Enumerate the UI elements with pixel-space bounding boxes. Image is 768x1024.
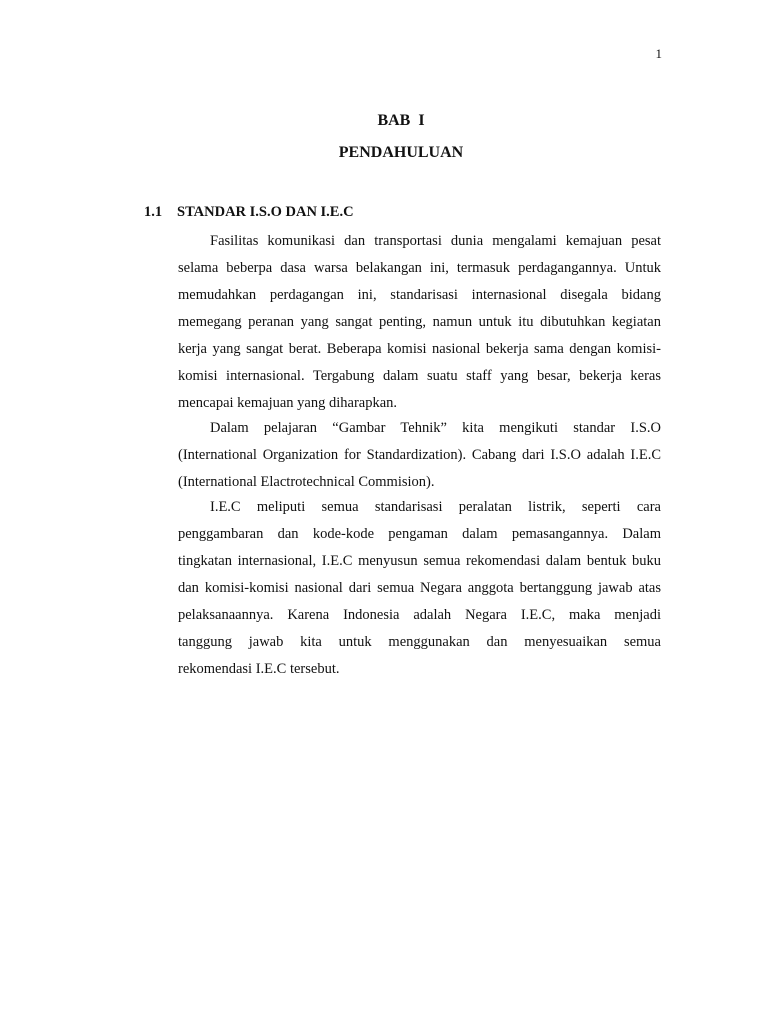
paragraph-line: selama beberpa dasa warsa belakangan ini, termasuk perdagangannya. Untuk [178,260,661,276]
paragraph-line: Dalam pelajaran “Gambar Tehnik” kita mengikuti standar I.S.O [210,420,661,436]
paragraph-line: pelaksanaannya. Karena Indonesia adalah Negara I.E.C, maka menjadi [178,607,661,623]
paragraph-line: dan komisi-komisi nasional dari semua Negara anggota bertanggung jawab atas [178,580,661,596]
paragraph-line: komisi internasional. Tergabung dalam suatu staff yang besar, bekerja keras [178,368,661,384]
paragraph-line: mencapai kemajuan yang diharapkan. [178,395,398,411]
paragraph-line: penggambaran dan kode-kode pengaman dalam pemasangannya. Dalam [178,526,661,542]
paragraph-line: (International Organization for Standardization). Cabang dari I.S.O adalah I.E.C [178,447,661,463]
chapter-title: PENDAHULUAN [338,144,464,161]
paragraph-line: tanggung jawab kita untuk menggunakan dan menyesuaikan semua [178,634,661,650]
section-number: 1.1 [144,204,163,220]
paragraph-line: tingkatan internasional, I.E.C menyusun semua rekomendasi dalam bentuk buku [178,553,661,569]
paragraph-line: kerja yang sangat berat. Beberapa komisi nasional bekerja sama dengan komisi- [178,341,661,357]
section-heading [144,204,354,221]
paragraph-line: I.E.C meliputi semua standarisasi peralatan listrik, seperti cara [210,499,661,515]
paragraph-line: (International Elactrotechnical Commision). [178,474,435,490]
paragraph-line: memudahkan perdagangan ini, standarisasi internasional disegala bidang [178,287,661,303]
paragraph-line: rekomendasi I.E.C tersebut. [178,661,340,677]
paragraph-line: memegang peranan yang sangat penting, namun untuk itu dibutuhkan kegiatan [178,314,661,330]
page-number: 1 [655,46,662,61]
paragraph-line: Fasilitas komunikasi dan transportasi dunia mengalami kemajuan pesat [210,233,661,249]
chapter-label: BAB I [377,112,425,129]
section-title: STANDAR I.S.O DAN I.E.C [177,204,354,220]
